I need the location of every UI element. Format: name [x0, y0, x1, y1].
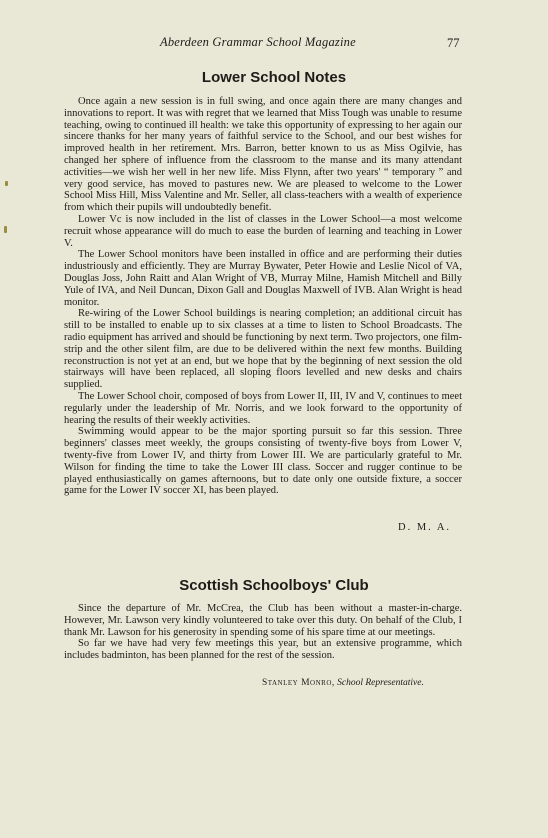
margin-speck [4, 226, 7, 233]
club-body [64, 603, 462, 662]
margin-speck [5, 181, 8, 186]
lower-school-title: Lower School Notes [201, 69, 347, 86]
paragraph: So far we have had very few meetings this year, but an extensive programme, which includes badminton, has been planned for the rest of the session. [64, 638, 462, 662]
signature-name: Stanley Monro, [262, 678, 335, 688]
paragraph: Swimming would appear to be the major sporting pursuit so far this session. Three beginners' classes meet weekly, the groups consisting of twenty-five boys from Lower V, twenty-five from Lower IV, and thirty from Lower III. We are particularly grateful to Mr. Wilson for finding the time to take the Lower III class. Soccer and rugger continue to be played enthusiastically on games afternoons, but to date only one outside fixture, a soccer game for the Lower IV soccer XI, has been played. [64, 426, 462, 497]
paragraph: Once again a new session is in full swing, and once again there are many changes and innovations to report. It was with regret that we learned that Miss Tough was unable to resume teaching, owing to continued ill health: we take this opportunity of expressing to her again our sincere thanks for her many years of faithful service to the School, and our best wishes for improved health in her retirement. Mrs. Barron, better known to us as Miss Ogilvie, has changed her sphere of influence from the classroom to the manse and its many attendant activities—we wish her well in her new life. Miss Flynn, after two years' “ temporary ” and very good service, has moved to pastures new. We are pleased to welcome to the Lower School Miss Hill, Miss Valentine and Mr. Seller, all class-teachers with a wealth of experience from which their pupils will undoubtedly benefit. [64, 96, 462, 214]
running-head: Aberdeen Grammar School Magazine [160, 35, 356, 49]
signature-role: School Representative. [337, 678, 424, 688]
paragraph: The Lower School monitors have been installed in office and are performing their duties industriously and efficiently. They are Murray Bywater, Peter Howie and Leslie Nicol of VA, Douglas Joss, John Raitt and Alan Wright of VB, Murray Milne, Hamish Mitchell and Billy Yule of IVA, and Neil Duncan, Dixon Gall and Douglas Maxwell of IVB. Alan Wright is head monitor. [64, 249, 462, 308]
author-initials: D. M. A. [398, 522, 452, 533]
paragraph: Re-wiring of the Lower School buildings is nearing completion; an additional circuit has still to be installed to enable up to six classes at a time to listen to School Broadcasts. The radio equipment has arrived and should be functioning by next term. Two projectors, one film-strip and the other silent film, are due to be delivered within the next few months. Building reconstruction is not yet at an end, but we hope that by the beginning of next session the old stairways will have been replaced, all sloping floors levelled and new desks and chairs supplied. [64, 308, 462, 391]
club-title: Scottish Schoolboys' Club [179, 577, 369, 594]
paragraph: The Lower School choir, composed of boys from Lower II, III, IV and V, continues to meet regularly under the leadership of Mr. Norris, and we look forward to the opportunity of hearing the results of their weekly activities. [64, 390, 462, 426]
club-signature [262, 678, 424, 688]
paragraph: Since the departure of Mr. McCrea, the Club has been without a master-in-charge. However, Mr. Lawson very kindly volunteered to take over this duty. On behalf of the Club, I thank Mr. Lawson for his generosity in spending some of his spare time at our meetings. [64, 603, 462, 638]
paragraph: Lower Vc is now included in the list of classes in the Lower School—a most welcome recruit whose appearance will do much to ease the burden of learning and teaching in Lower V. [64, 213, 462, 249]
lower-school-body [64, 96, 462, 497]
page-number: 77 [447, 36, 460, 50]
